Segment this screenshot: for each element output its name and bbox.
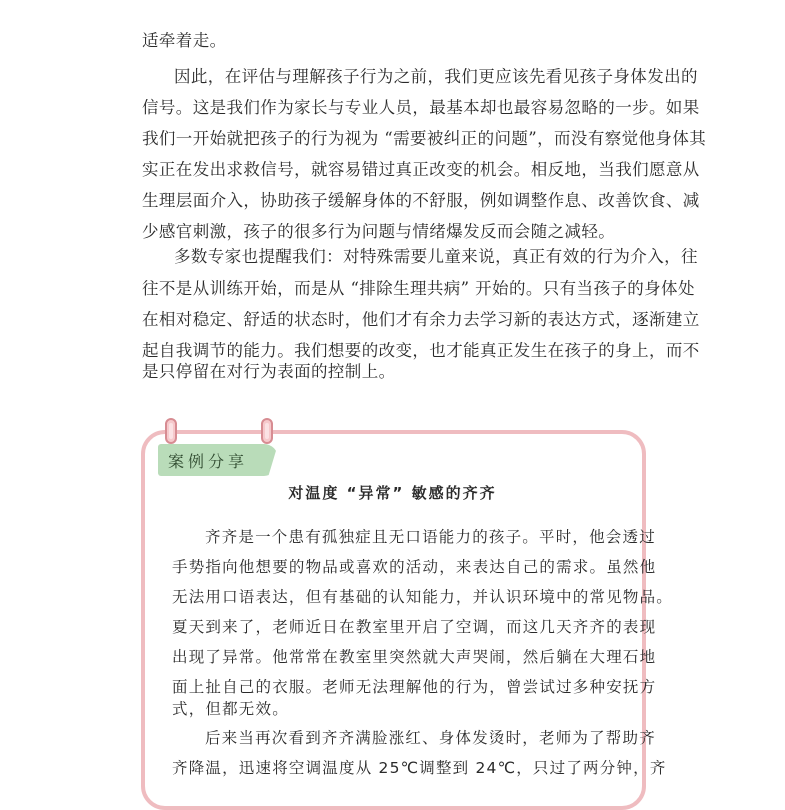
case-line: 夏天到来了，老师近日在教室里开启了空调，而这几天齐齐的表现 [172,618,657,636]
binder-ring-icon [165,418,177,444]
body-line: 往不是从训练开始，而是从 “排除生理共病” 开始的。只有当孩子的身体处 [142,279,695,298]
body-line: 生理层面介入，协助孩子缓解身体的不舒服，例如调整作息、改善饮食、减 [142,191,700,210]
body-line: 我们一开始就把孩子的行为视为 “需要被纠正的问题”，而没有察觉他身体其 [142,129,707,148]
case-line: 面上扯自己的衣服。老师无法理解他的行为，曾尝试过多种安抚方 [172,678,657,696]
body-line: 信号。这是我们作为家长与专业人员，最基本却也最容易忽略的一步。如果 [142,98,700,117]
body-line: 多数专家也提醒我们：对特殊需要儿童来说，真正有效的行为介入，往 [174,247,698,266]
case-line: 出现了异常。他常常在教室里突然就大声哭闹，然后躺在大理石地 [172,648,657,666]
case-line: 手势指向他想要的物品或喜欢的活动，来表达自己的需求。虽然他 [172,558,657,576]
body-line: 起自我调节的能力。我们想要的改变，也才能真正发生在孩子的身上，而不 [142,341,700,360]
binder-ring-icon [261,418,273,444]
case-line: 式，但都无效。 [172,700,289,718]
body-line: 是只停留在对行为表面的控制上。 [142,362,396,381]
body-line: 少感官刺激，孩子的很多行为问题与情绪爆发反而会随之减轻。 [142,222,616,241]
case-line: 无法用口语表达，但有基础的认知能力，并认识环境中的常见物品。 [172,588,674,606]
case-line: 齐齐是一个患有孤独症且无口语能力的孩子。平时，他会透过 [205,528,656,546]
body-line: 适牵着走。 [142,31,227,50]
case-title: 对温度 “异常” 敏感的齐齐 [288,484,497,502]
case-tag-label: 案例分享 [168,452,249,471]
case-line: 齐降温，迅速将空调温度从 25℃调整到 24℃，只过了两分钟，齐 [172,759,667,777]
body-line: 在相对稳定、舒适的状态时，他们才有余力去学习新的表达方式，逐渐建立 [142,310,700,329]
body-line: 实正在发出求救信号，就容易错过真正改变的机会。相反地，当我们愿意从 [142,160,700,179]
case-line: 后来当再次看到齐齐满脸涨红、身体发烫时，老师为了帮助齐 [205,729,656,747]
body-line: 因此，在评估与理解孩子行为之前，我们更应该先看见孩子身体发出的 [174,67,698,86]
